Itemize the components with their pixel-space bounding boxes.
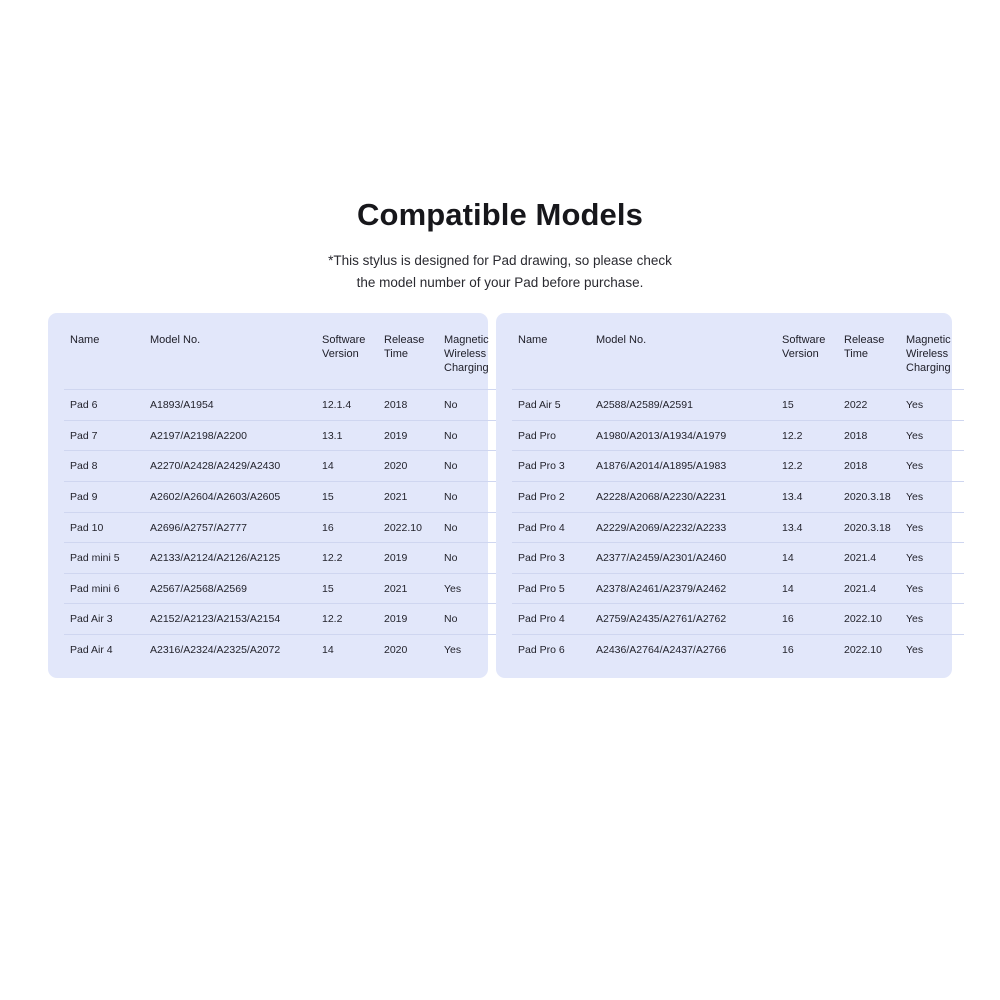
cell-software-version: 15 — [316, 573, 378, 604]
cell-magnetic-wireless-charging: Yes — [900, 451, 964, 482]
subtitle-line-2: the model number of your Pad before purchase. — [356, 275, 644, 291]
cell-model-no: A2152/A2123/A2153/A2154 — [144, 604, 316, 635]
compatibility-card-left — [48, 313, 488, 678]
column-header-name: Name — [518, 334, 548, 346]
table-head — [64, 331, 502, 390]
cell-magnetic-wireless-charging: Yes — [900, 390, 964, 421]
cell-release-time: 2022.10 — [378, 512, 438, 543]
cell-model-no: A1876/A2014/A1895/A1983 — [590, 451, 776, 482]
cell-name: Pad Pro — [512, 420, 590, 451]
cell-release-time: 2020.3.18 — [838, 482, 900, 513]
compatibility-table-left — [64, 331, 502, 665]
cell-release-time: 2022.10 — [838, 604, 900, 635]
cell-magnetic-wireless-charging: No — [438, 390, 502, 421]
cell-magnetic-wireless-charging: Yes — [438, 573, 502, 604]
cell-magnetic-wireless-charging: Yes — [900, 420, 964, 451]
cell-name: Pad Air 3 — [64, 604, 144, 635]
cell-release-time: 2022.10 — [838, 634, 900, 664]
cell-release-time: 2020.3.18 — [838, 512, 900, 543]
compatibility-card-right — [496, 313, 952, 678]
cell-name: Pad Pro 6 — [512, 634, 590, 664]
cell-model-no: A2602/A2604/A2603/A2605 — [144, 482, 316, 513]
table-row — [512, 482, 964, 513]
cell-release-time: 2019 — [378, 604, 438, 635]
column-header-magnetic-wireless-charging: Magnetic Wireless Charging — [444, 334, 489, 375]
cell-release-time: 2019 — [378, 543, 438, 574]
table-row — [512, 451, 964, 482]
cell-name: Pad Air 4 — [64, 634, 144, 664]
cell-model-no: A2588/A2589/A2591 — [590, 390, 776, 421]
table-row — [64, 512, 502, 543]
table-row — [512, 420, 964, 451]
table-row — [64, 451, 502, 482]
table-row — [512, 634, 964, 664]
cell-release-time: 2018 — [838, 420, 900, 451]
cell-software-version: 12.2 — [776, 451, 838, 482]
table-row — [64, 604, 502, 635]
column-header-name: Name — [70, 334, 100, 346]
cell-magnetic-wireless-charging: Yes — [900, 604, 964, 635]
cell-model-no: A2228/A2068/A2230/A2231 — [590, 482, 776, 513]
cell-software-version: 13.1 — [316, 420, 378, 451]
cell-model-no: A2316/A2324/A2325/A2072 — [144, 634, 316, 664]
cell-name: Pad 10 — [64, 512, 144, 543]
cell-software-version: 12.2 — [316, 604, 378, 635]
compatibility-tables — [48, 313, 952, 678]
table-row — [64, 482, 502, 513]
cell-software-version: 15 — [316, 482, 378, 513]
compatibility-table-right — [512, 331, 964, 665]
cell-software-version: 14 — [776, 543, 838, 574]
cell-magnetic-wireless-charging: No — [438, 420, 502, 451]
cell-name: Pad Pro 5 — [512, 573, 590, 604]
cell-magnetic-wireless-charging: No — [438, 451, 502, 482]
cell-name: Pad Pro 3 — [512, 543, 590, 574]
cell-software-version: 12.1.4 — [316, 390, 378, 421]
cell-software-version: 16 — [776, 634, 838, 664]
cell-release-time: 2021.4 — [838, 573, 900, 604]
cell-release-time: 2022 — [838, 390, 900, 421]
table-row — [64, 543, 502, 574]
table-row — [512, 604, 964, 635]
table-row — [64, 390, 502, 421]
table-row — [512, 390, 964, 421]
cell-model-no: A2436/A2764/A2437/A2766 — [590, 634, 776, 664]
cell-name: Pad 6 — [64, 390, 144, 421]
cell-software-version: 16 — [316, 512, 378, 543]
cell-model-no: A2229/A2069/A2232/A2233 — [590, 512, 776, 543]
cell-name: Pad Air 5 — [512, 390, 590, 421]
subtitle-line-1: *This stylus is designed for Pad drawing, so please check — [328, 253, 672, 269]
cell-release-time: 2021 — [378, 482, 438, 513]
table-header-row — [512, 331, 964, 390]
table-row — [512, 573, 964, 604]
column-header-software-version: Software Version — [782, 334, 826, 361]
column-header-model-no: Model No. — [150, 334, 201, 346]
cell-software-version: 13.4 — [776, 512, 838, 543]
column-header-magnetic-wireless-charging: Magnetic Wireless Charging — [906, 334, 951, 375]
cell-software-version: 12.2 — [316, 543, 378, 574]
cell-name: Pad Pro 4 — [512, 512, 590, 543]
cell-software-version: 14 — [776, 573, 838, 604]
cell-software-version: 14 — [316, 451, 378, 482]
table-head — [512, 331, 964, 390]
table-header-row — [64, 331, 502, 390]
cell-name: Pad 8 — [64, 451, 144, 482]
cell-model-no: A2197/A2198/A2200 — [144, 420, 316, 451]
cell-magnetic-wireless-charging: No — [438, 482, 502, 513]
cell-name: Pad Pro 4 — [512, 604, 590, 635]
cell-magnetic-wireless-charging: No — [438, 543, 502, 574]
table-body — [64, 390, 502, 665]
cell-release-time: 2018 — [838, 451, 900, 482]
cell-model-no: A2133/A2124/A2126/A2125 — [144, 543, 316, 574]
cell-model-no: A1980/A2013/A1934/A1979 — [590, 420, 776, 451]
cell-software-version: 14 — [316, 634, 378, 664]
cell-name: Pad 9 — [64, 482, 144, 513]
cell-magnetic-wireless-charging: Yes — [900, 634, 964, 664]
table-body — [512, 390, 964, 665]
page-header — [0, 0, 1000, 295]
column-header-software-version: Software Version — [322, 334, 366, 361]
cell-software-version: 15 — [776, 390, 838, 421]
cell-model-no: A2759/A2435/A2761/A2762 — [590, 604, 776, 635]
cell-magnetic-wireless-charging: Yes — [900, 482, 964, 513]
cell-name: Pad Pro 2 — [512, 482, 590, 513]
page-subtitle — [270, 250, 730, 295]
cell-release-time: 2019 — [378, 420, 438, 451]
cell-magnetic-wireless-charging: Yes — [900, 573, 964, 604]
cell-software-version: 16 — [776, 604, 838, 635]
cell-release-time: 2020 — [378, 634, 438, 664]
column-header-release-time: Release Time — [384, 334, 425, 361]
table-row — [64, 634, 502, 664]
table-row — [512, 543, 964, 574]
column-header-model-no: Model No. — [596, 334, 647, 346]
cell-model-no: A2270/A2428/A2429/A2430 — [144, 451, 316, 482]
cell-magnetic-wireless-charging: Yes — [438, 634, 502, 664]
cell-model-no: A1893/A1954 — [144, 390, 316, 421]
cell-software-version: 12.2 — [776, 420, 838, 451]
column-header-release-time: Release Time — [844, 334, 885, 361]
table-row — [512, 512, 964, 543]
cell-magnetic-wireless-charging: No — [438, 604, 502, 635]
cell-software-version: 13.4 — [776, 482, 838, 513]
cell-name: Pad Pro 3 — [512, 451, 590, 482]
cell-model-no: A2378/A2461/A2379/A2462 — [590, 573, 776, 604]
cell-name: Pad 7 — [64, 420, 144, 451]
cell-release-time: 2020 — [378, 451, 438, 482]
cell-magnetic-wireless-charging: Yes — [900, 543, 964, 574]
cell-name: Pad mini 5 — [64, 543, 144, 574]
page-title: Compatible Models — [357, 197, 643, 232]
cell-release-time: 2021.4 — [838, 543, 900, 574]
cell-model-no: A2377/A2459/A2301/A2460 — [590, 543, 776, 574]
table-row — [64, 573, 502, 604]
cell-name: Pad mini 6 — [64, 573, 144, 604]
cell-model-no: A2696/A2757/A2777 — [144, 512, 316, 543]
cell-release-time: 2021 — [378, 573, 438, 604]
cell-magnetic-wireless-charging: No — [438, 512, 502, 543]
table-row — [64, 420, 502, 451]
cell-magnetic-wireless-charging: Yes — [900, 512, 964, 543]
cell-release-time: 2018 — [378, 390, 438, 421]
cell-model-no: A2567/A2568/A2569 — [144, 573, 316, 604]
